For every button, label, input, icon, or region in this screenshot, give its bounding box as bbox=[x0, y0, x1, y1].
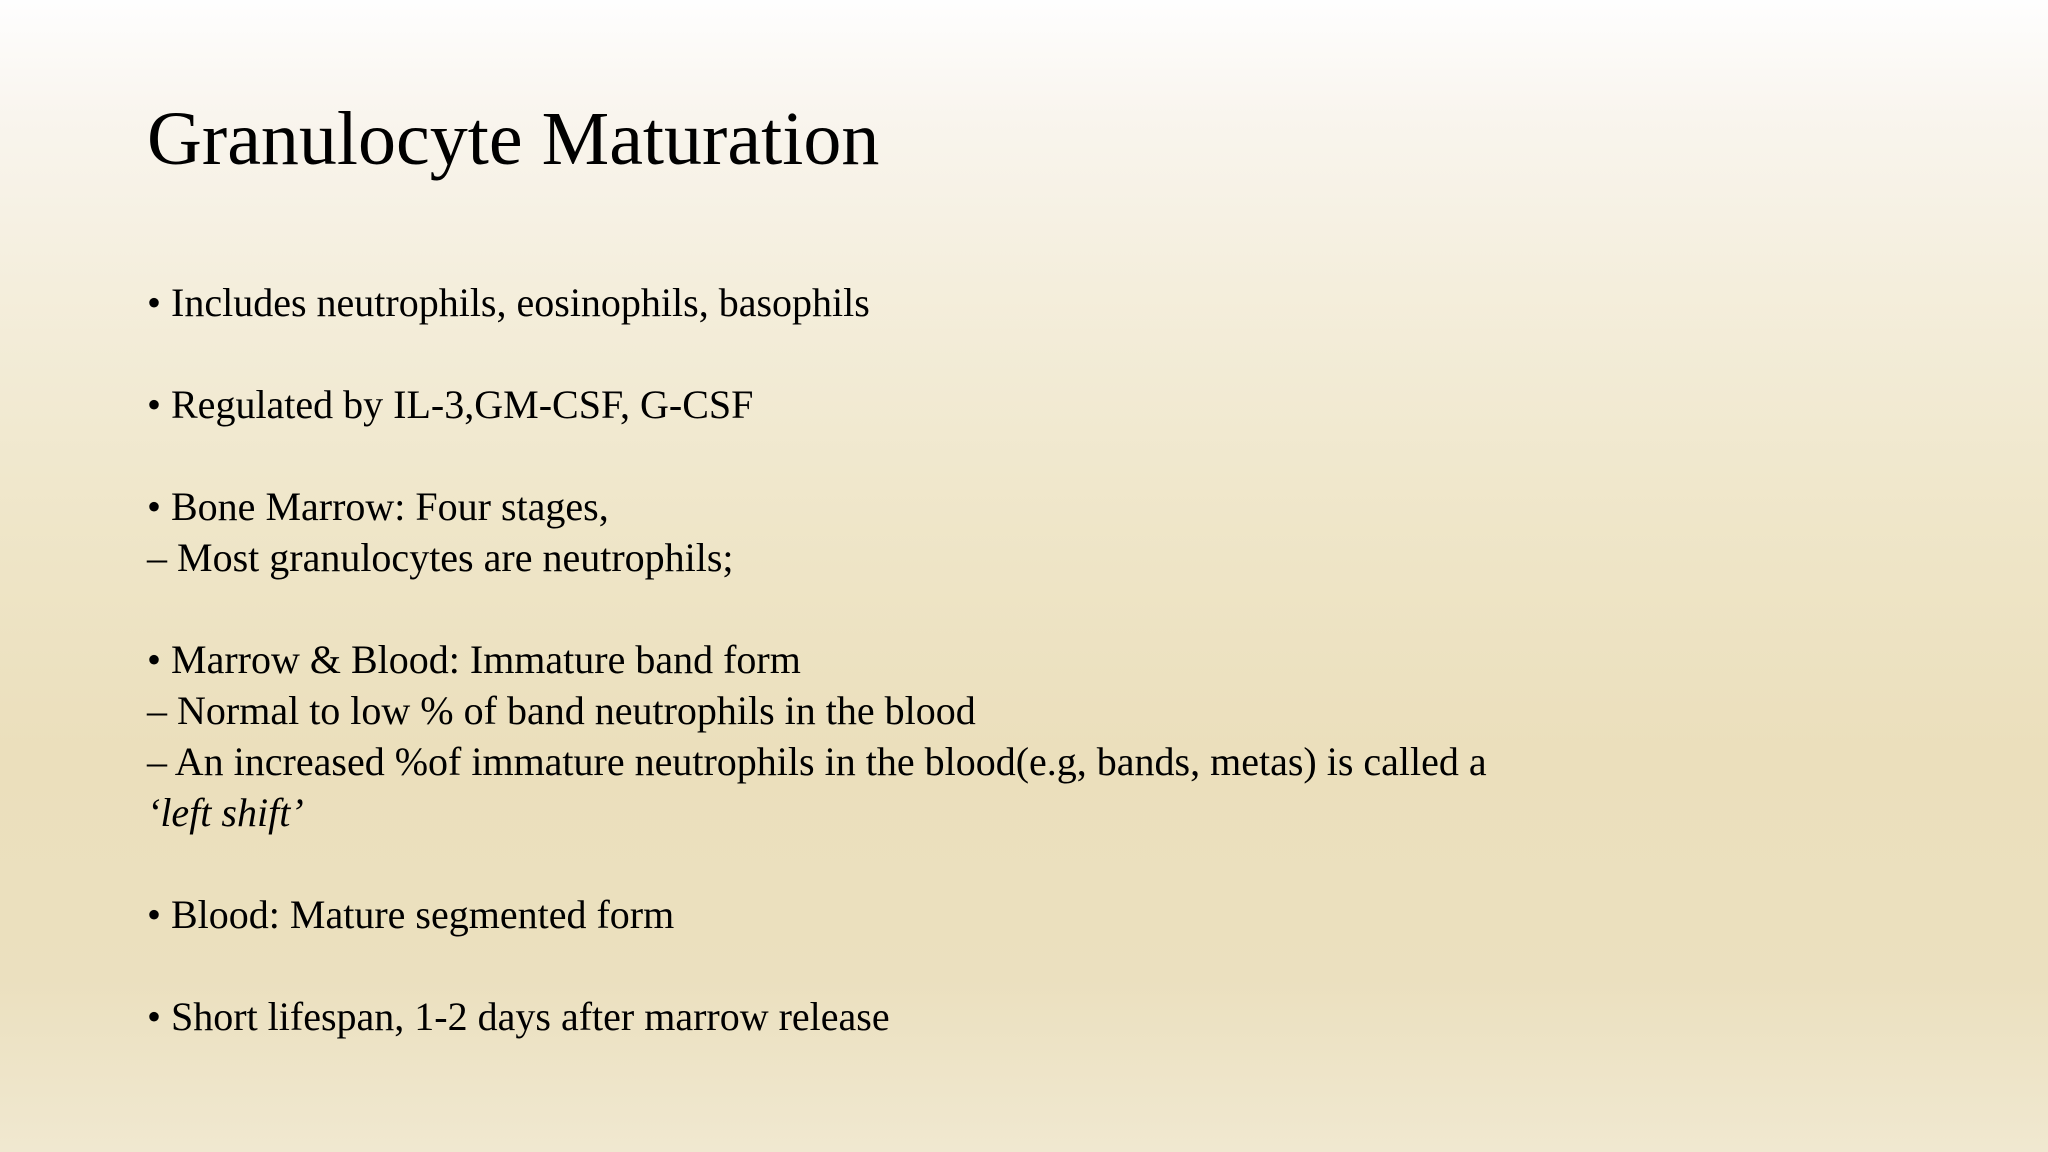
bullet-group-blood bbox=[147, 889, 1907, 940]
bullet-group-lifespan bbox=[147, 991, 1907, 1042]
left-shift-term: ‘left shift’ bbox=[147, 790, 304, 835]
bullet-group-marrow-blood bbox=[147, 634, 1907, 838]
bullet-marrow-blood: • Marrow & Blood: Immature band form bbox=[147, 637, 801, 682]
bullet-bone-marrow: • Bone Marrow: Four stages, bbox=[147, 484, 609, 529]
sub-bullet-increased-immature: – An increased %of immature neutrophils in the blood(e.g, bands, metas) is called a bbox=[147, 739, 1487, 784]
bullet-lifespan: • Short lifespan, 1-2 days after marrow release bbox=[147, 994, 890, 1039]
bullet-group-bone-marrow bbox=[147, 481, 1907, 583]
sub-bullet-most-granulocytes: – Most granulocytes are neutrophils; bbox=[147, 535, 734, 580]
slide-title: Granulocyte Maturation bbox=[147, 97, 880, 181]
sub-bullet-normal-to-low: – Normal to low % of band neutrophils in the blood bbox=[147, 688, 976, 733]
bullet-regulated: • Regulated by IL-3,GM-CSF, G-CSF bbox=[147, 382, 754, 427]
bullet-includes: • Includes neutrophils, eosinophils, basophils bbox=[147, 280, 870, 325]
bullet-blood: • Blood: Mature segmented form bbox=[147, 892, 675, 937]
slide-body bbox=[147, 277, 1907, 1093]
bullet-group-regulated bbox=[147, 379, 1907, 430]
bullet-group-includes bbox=[147, 277, 1907, 328]
